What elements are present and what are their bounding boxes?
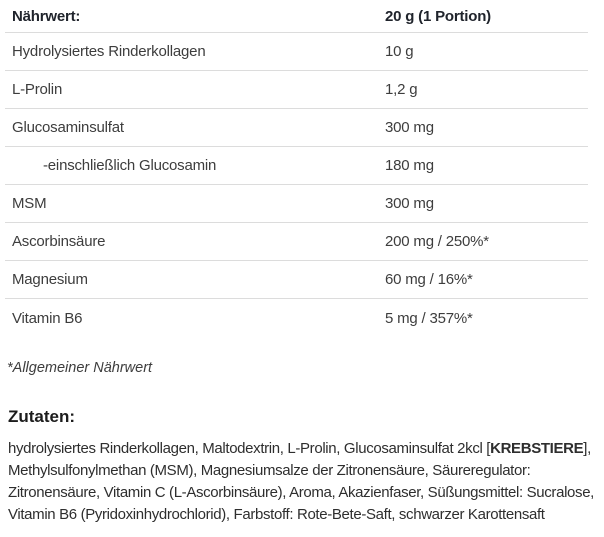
general-nutrition-footnote: *Allgemeiner Nährwert — [7, 360, 153, 376]
nutrient-name: MSM — [12, 195, 47, 212]
table-row — [5, 109, 588, 147]
ingredients-text-before: hydrolysiertes Rinderkollagen, Maltodextrin, L-Prolin, Glucosaminsulfat 2kcl [ — [8, 440, 491, 457]
nutrient-amount: 1,2 g — [385, 81, 418, 98]
table-row — [5, 33, 588, 71]
nutrition-header-label: Nährwert: — [12, 7, 81, 25]
table-row — [5, 185, 588, 223]
serving-size: 20 g (1 Portion) — [385, 7, 491, 25]
ingredients-text-after: ], Methylsulfonylmethan (MSM), Magnesiumsalze der Zitronensäure, Säureregulator: Zitronensäure, Vitamin C (L-Ascorbinsäure), Aroma, Akazienfaser, Süßungsmittel: Sucralose, Vitamin B6 (Pyridoxinhydrochlorid), Farbstoff: Rote-Bete-Saft, schwarzer Karottensaft — [8, 440, 594, 523]
nutrient-name: Glucosaminsulfat — [12, 119, 124, 136]
table-row — [5, 71, 588, 109]
nutrient-amount: 200 mg / 250%* — [385, 233, 489, 250]
nutrition-header-row — [5, 0, 588, 33]
table-row — [5, 147, 588, 185]
nutrient-amount: 300 mg — [385, 119, 434, 136]
table-row — [5, 223, 588, 261]
nutrient-name: Hydrolysiertes Rinderkollagen — [12, 43, 206, 60]
ingredients-paragraph — [8, 438, 596, 526]
nutrient-amount: 180 mg — [385, 157, 434, 174]
nutrient-name: L-Prolin — [12, 81, 63, 98]
ingredients-heading: Zutaten: — [8, 407, 76, 426]
nutrient-amount: 60 mg / 16%* — [385, 271, 473, 288]
nutrient-amount: 10 g — [385, 43, 414, 60]
nutrient-amount: 5 mg / 357%* — [385, 309, 473, 327]
nutrition-table — [5, 0, 588, 337]
nutrient-name: Vitamin B6 — [12, 309, 83, 327]
table-row — [5, 299, 588, 337]
allergen-highlight: KREBSTIERE — [490, 440, 584, 457]
nutrient-name: Ascorbinsäure — [12, 233, 106, 250]
nutrient-name: Magnesium — [12, 271, 88, 288]
nutrient-name-indented: -einschließlich Glucosamin — [43, 157, 217, 174]
table-row — [5, 261, 588, 299]
nutrient-amount: 300 mg — [385, 195, 434, 212]
